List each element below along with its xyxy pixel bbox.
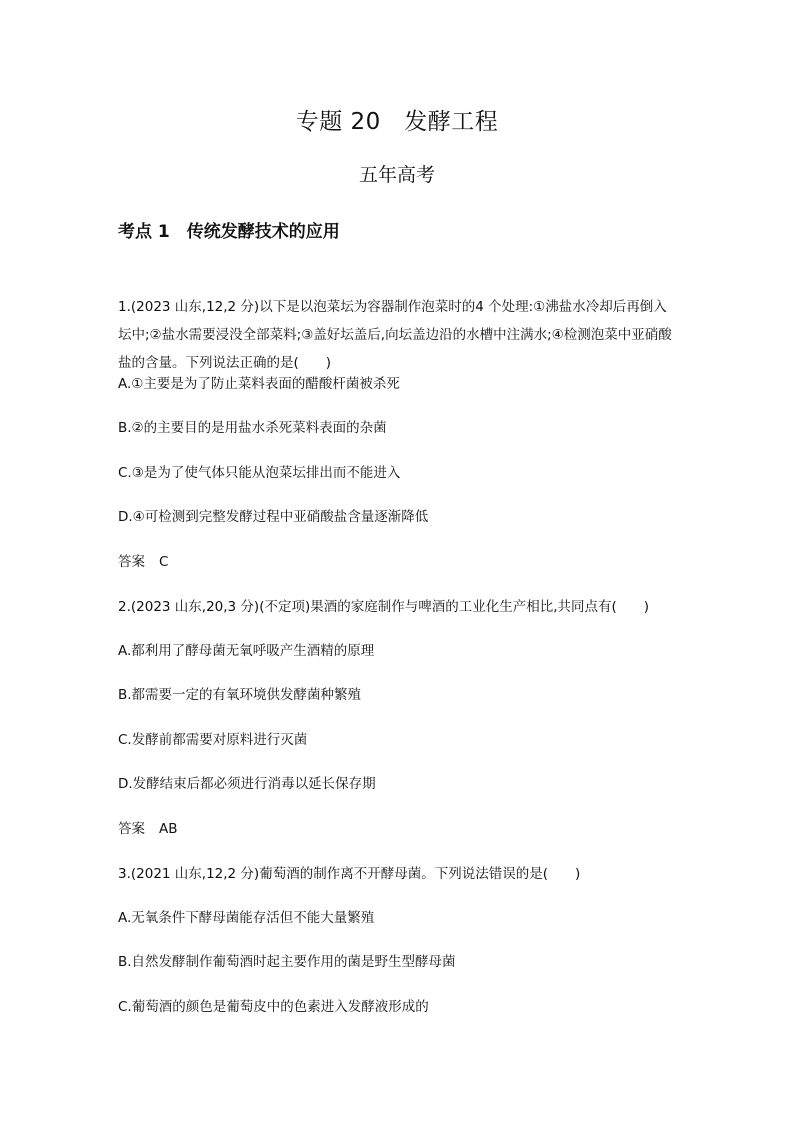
question-2-option-d: D.发酵结束后都必须进行消毒以延长保存期	[118, 776, 376, 792]
answer-label: 答案	[118, 821, 145, 837]
question-1-option-b: B.②的主要目的是用盐水杀死菜料表面的杂菌	[118, 420, 387, 436]
question-3-option-a: A.无氧条件下酵母菌能存活但不能大量繁殖	[118, 910, 375, 926]
page-subtitle: 五年高考	[358, 164, 435, 186]
answer-value: AB	[159, 821, 178, 837]
question-3-stem: 3.(2021 山东,12,2 分)葡萄酒的制作离不开酵母菌。下列说法错误的是( )	[118, 866, 581, 882]
question-2-option-a: A.都利用了酵母菌无氧呼吸产生酒精的原理	[118, 643, 375, 659]
question-2-option-c: C.发酵前都需要对原料进行灭菌	[118, 732, 308, 748]
section-heading: 考点 1 传统发酵技术的应用	[118, 222, 340, 242]
question-2-stem: 2.(2023 山东,20,3 分)(不定项)果酒的家庭制作与啤酒的工业化生产相比,共同点有( )	[118, 599, 650, 615]
question-1-option-c: C.③是为了使气体只能从泡菜坛排出而不能进入	[118, 465, 401, 481]
question-1-answer	[118, 552, 168, 572]
answer-value: C	[159, 554, 169, 570]
question-2-answer	[118, 819, 178, 839]
question-1-option-d: D.④可检测到完整发酵过程中亚硝酸盐含量逐渐降低	[118, 509, 429, 525]
question-3-option-c: C.葡萄酒的颜色是葡萄皮中的色素进入发酵液形成的	[118, 999, 429, 1015]
question-3-option-b: B.自然发酵制作葡萄酒时起主要作用的菌是野生型酵母菌	[118, 954, 456, 970]
page-title: 专题 20 发酵工程	[295, 109, 499, 135]
answer-label: 答案	[118, 554, 145, 570]
question-1-stem: 1.(2023 山东,12,2 分)以下是以泡菜坛为容器制作泡菜时的4 个处理:①沸盐水冷却后再倒入坛中;②盐水需要浸没全部菜料;③盖好坛盖后,向坛盖边沿的水槽中注满水;④检测泡菜中亚硝酸盐的含量。下列说法正确的是( )	[118, 299, 672, 371]
question-1-option-a: A.①主要是为了防止菜料表面的醋酸杆菌被杀死	[118, 376, 400, 392]
question-2-option-b: B.都需要一定的有氧环境供发酵菌种繁殖	[118, 687, 362, 703]
